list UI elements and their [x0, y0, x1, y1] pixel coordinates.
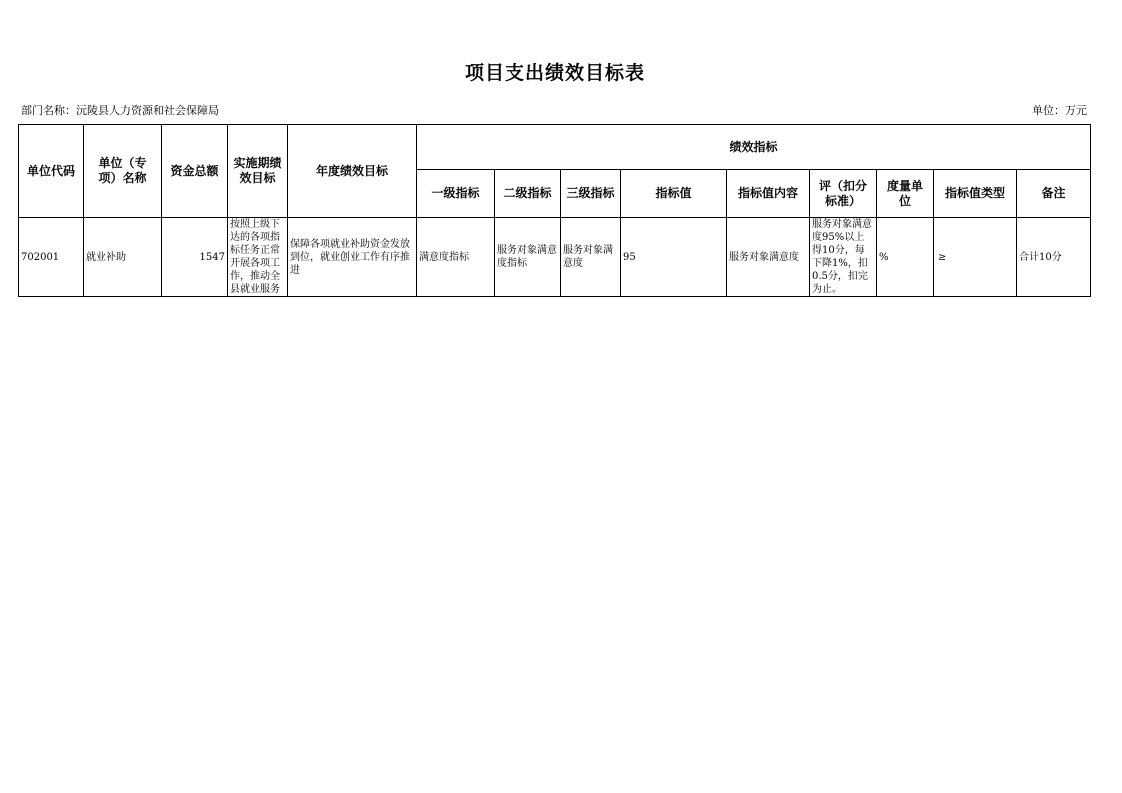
header-measure-unit: 度量单位	[877, 170, 934, 218]
table-row	[19, 218, 1091, 297]
header-total-funds: 资金总额	[162, 125, 228, 218]
header-scoring: 评（扣分标准）	[810, 170, 877, 218]
cell-level2: 服务对象满意度指标	[495, 218, 561, 297]
header-annual-goal: 年度绩效目标	[288, 125, 417, 218]
header-remarks: 备注	[1017, 170, 1091, 218]
cell-period-goal	[228, 218, 288, 297]
header-unit-code: 单位代码	[19, 125, 84, 218]
header-unit-name: 单位（专项）名称	[84, 125, 162, 218]
header-value: 指标值	[621, 170, 727, 218]
cell-value-content: 服务对象满意度	[727, 218, 810, 297]
cell-total-funds: 1547	[162, 218, 228, 297]
department-name: 部门名称：沅陵县人力资源和社会保障局	[21, 104, 219, 117]
cell-unit-name: 就业补助	[84, 218, 162, 297]
header-row-1	[19, 125, 1091, 170]
cell-scoring: 服务对象满意度95%以上得10分，每下降1%，扣0.5分，扣完为止。	[810, 218, 877, 297]
page-title: 项目支出绩效目标表	[464, 62, 645, 84]
period-goal-text: 按照上级下达的各项指标任务正常开展各项工作，推动全县就业服务	[230, 219, 280, 295]
cell-level3: 服务对象满意度	[561, 218, 621, 297]
header-period-goal: 实施期绩效目标	[228, 125, 288, 218]
cell-value: 95	[621, 218, 727, 297]
currency-unit: 单位：万元	[1032, 104, 1087, 117]
header-level2: 二级指标	[495, 170, 561, 218]
header-value-type: 指标值类型	[934, 170, 1017, 218]
header-indicators: 绩效指标	[417, 125, 1091, 170]
cell-annual-goal: 保障各项就业补助资金发放到位，就业创业工作有序推进	[288, 218, 417, 297]
header-level3: 三级指标	[561, 170, 621, 218]
cell-level1: 满意度指标	[417, 218, 495, 297]
cell-remarks: 合计10分	[1017, 218, 1091, 297]
header-level1: 一级指标	[417, 170, 495, 218]
header-value-content: 指标值内容	[727, 170, 810, 218]
performance-table	[18, 124, 1091, 297]
cell-value-type: ≥	[934, 218, 1017, 297]
cell-measure-unit: %	[877, 218, 934, 297]
cell-unit-code: 702001	[19, 218, 84, 297]
